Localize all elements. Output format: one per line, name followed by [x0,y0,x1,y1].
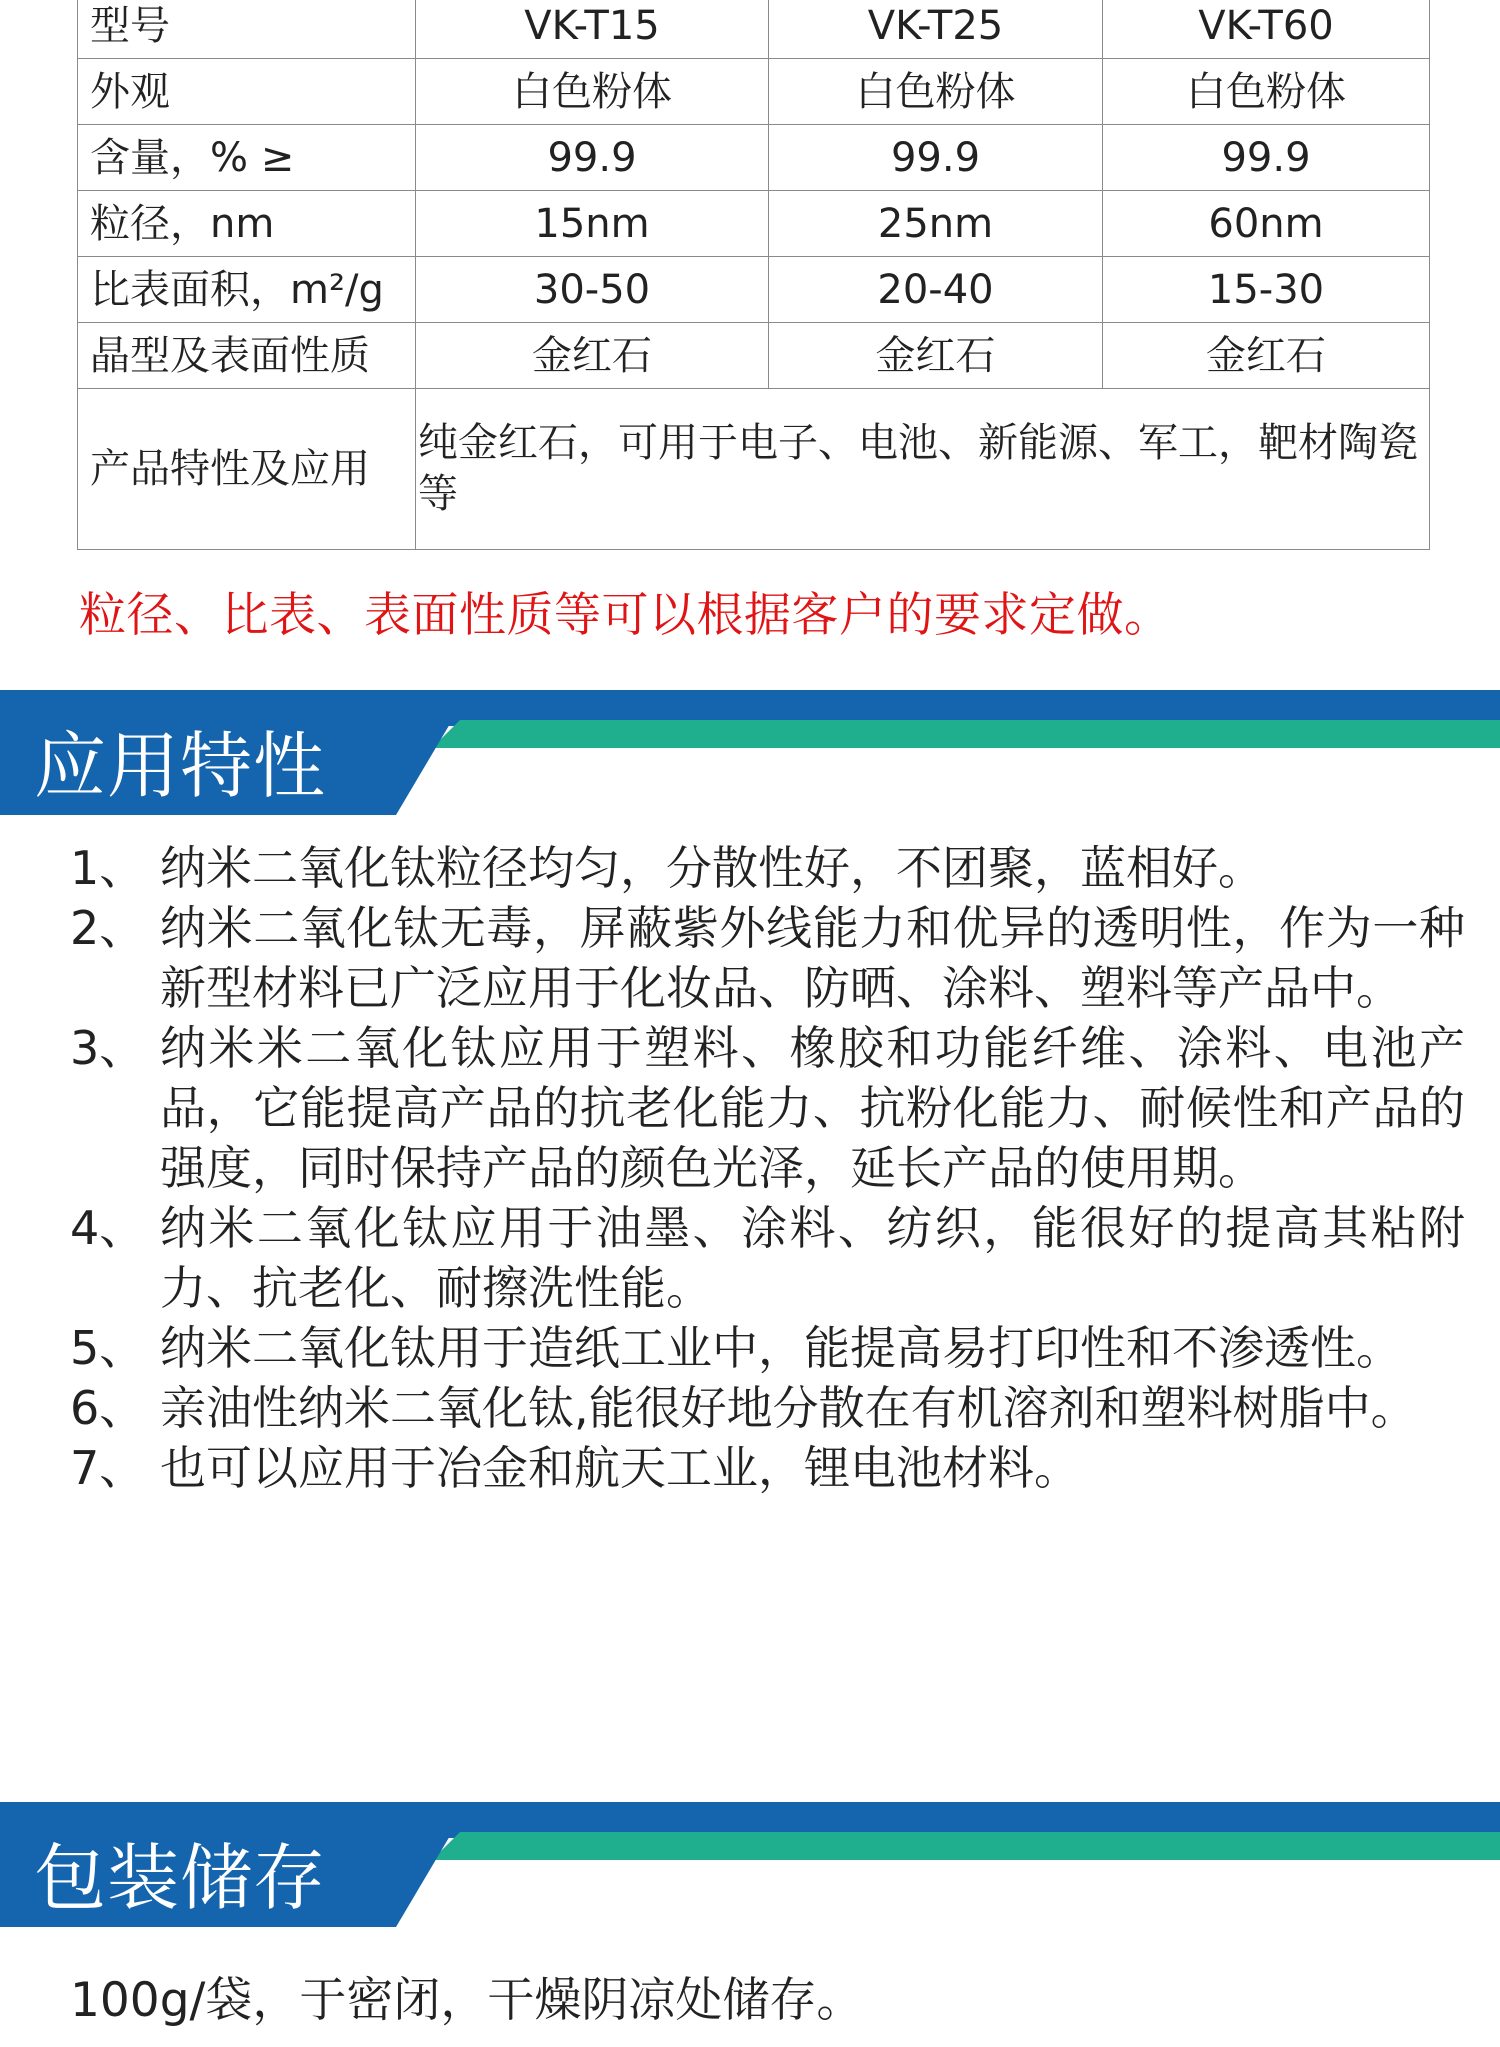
item-text: 纳米二氧化钛无毒，屏蔽紫外线能力和优异的透明性，作为一种新型材料已广泛应用于化妆品、防晒、涂料、塑料等产品中。 [160,901,1465,1015]
row-label: 型号 [78,0,416,59]
list-item [70,1318,1465,1378]
list-item [70,1438,1465,1498]
item-number: 7、 [70,1441,146,1495]
application-cell: 纯金红石，可用于电子、电池、新能源、军工，靶材陶瓷等 [416,389,1430,550]
item-text: 纳米二氧化钛应用于油墨、涂料、纺织，能很好的提高其粘附力、抗老化、耐擦洗性能。 [160,1201,1465,1315]
row-label: 粒径，nm [78,191,416,257]
cell-vk-t25: VK-T25 [769,0,1103,59]
spec-table [77,0,1430,550]
item-number: 5、 [70,1321,146,1375]
table-row-appearance [78,59,1430,125]
cell-vk-t60: VK-T60 [1103,0,1430,59]
cell-vk-t25: 白色粉体 [769,59,1103,125]
cell-vk-t60: 60nm [1103,191,1430,257]
cell-vk-t15: VK-T15 [416,0,769,59]
cell-vk-t60: 金红石 [1103,323,1430,389]
table-row-model [78,0,1430,59]
banner-green-stripe [432,1832,1500,1860]
cell-vk-t60: 15-30 [1103,257,1430,323]
section-title-storage: 包装储存 [34,1836,327,1920]
item-text: 亲油性纳米二氧化钛,能很好地分散在有机溶剂和塑料树脂中。 [160,1381,1417,1435]
item-text: 纳米二氧化钛粒径均匀，分散性好，不团聚，蓝相好。 [160,841,1264,895]
list-item [70,1378,1465,1438]
row-label: 产品特性及应用 [78,389,416,550]
section-title-features: 应用特性 [34,724,327,808]
cell-vk-t25: 20-40 [769,257,1103,323]
list-item [70,1018,1465,1198]
banner-green-stripe [432,720,1500,748]
list-item [70,1198,1465,1318]
section-banner-storage [0,1802,1500,1927]
item-number: 1、 [70,841,146,895]
item-text: 纳米二氧化钛用于造纸工业中，能提高易打印性和不渗透性。 [160,1321,1402,1375]
list-item [70,838,1465,898]
table-row-crystal-type [78,323,1430,389]
table-row-surface-area [78,257,1430,323]
cell-vk-t60: 99.9 [1103,125,1430,191]
list-item [70,898,1465,1018]
item-number: 2、 [70,901,146,955]
row-label: 外观 [78,59,416,125]
cell-vk-t15: 30-50 [416,257,769,323]
storage-text: 100g/袋，于密闭，干燥阴凉处储存。 [70,1973,864,2028]
cell-vk-t15: 金红石 [416,323,769,389]
section-banner-features [0,690,1500,815]
item-number: 4、 [70,1201,146,1255]
row-label: 比表面积，m²/g [78,257,416,323]
row-label: 晶型及表面性质 [78,323,416,389]
cell-vk-t25: 金红石 [769,323,1103,389]
customization-note: 粒径、比表、表面性质等可以根据客户的要求定做。 [79,588,1172,643]
cell-vk-t15: 15nm [416,191,769,257]
item-text: 纳米米二氧化钛应用于塑料、橡胶和功能纤维、涂料、电池产品，它能提高产品的抗老化能力、抗粉化能力、耐候性和产品的强度，同时保持产品的颜色光泽，延长产品的使用期。 [160,1021,1465,1195]
item-number: 6、 [70,1381,146,1435]
table-row-content [78,125,1430,191]
item-text: 也可以应用于冶金和航天工业，锂电池材料。 [160,1441,1080,1495]
cell-vk-t15: 白色粉体 [416,59,769,125]
features-list [70,838,1465,1498]
cell-vk-t60: 白色粉体 [1103,59,1430,125]
table-row-application [78,389,1430,550]
item-number: 3、 [70,1021,146,1075]
row-label: 含量，% ≥ [78,125,416,191]
cell-vk-t25: 99.9 [769,125,1103,191]
table-row-particle-size [78,191,1430,257]
cell-vk-t25: 25nm [769,191,1103,257]
cell-vk-t15: 99.9 [416,125,769,191]
